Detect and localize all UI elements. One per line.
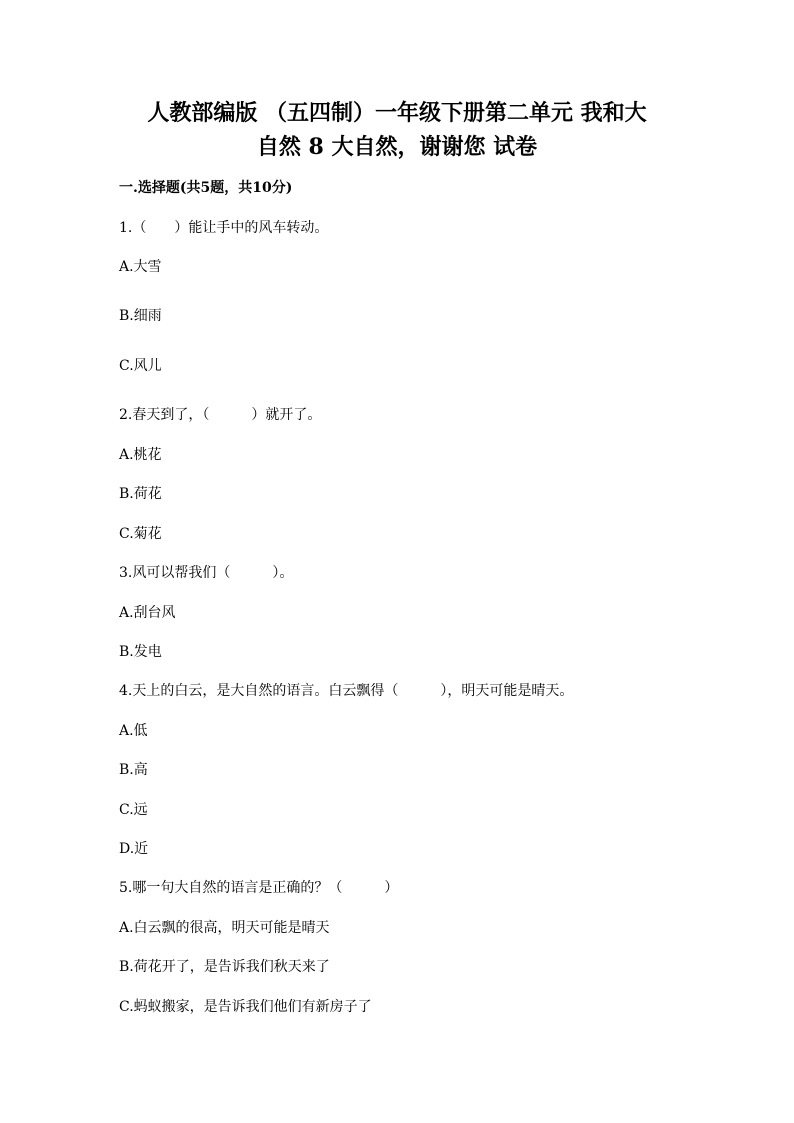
question-2-stem: 2.春天到了，（ ）就开了。 <box>119 407 322 423</box>
question-2-option-c: C.菊花 <box>119 526 162 542</box>
question-2-option-a: A.桃花 <box>119 447 162 463</box>
question-1-option-c: C.风儿 <box>119 358 162 374</box>
question-3-stem: 3.风可以帮我们（ ）。 <box>119 565 294 581</box>
question-4-option-c: C.远 <box>119 802 148 818</box>
question-5-option-a: A.白云飘的很高，明天可能是晴天 <box>119 920 330 936</box>
question-4-option-d: D.近 <box>119 841 149 857</box>
question-4-option-b: B.高 <box>119 762 148 778</box>
question-4-stem: 4.天上的白云，是大自然的语言。白云飘得（ ），明天可能是晴天。 <box>119 683 574 699</box>
question-3-option-a: A.刮台风 <box>119 605 176 621</box>
question-1-option-b: B.细雨 <box>119 308 162 324</box>
page-title-line-1: 人教部编版 （五四制）一年级下册第二单元 我和大 <box>147 100 647 126</box>
question-5-option-b: B.荷花开了，是告诉我们秋天来了 <box>119 959 330 975</box>
section-heading: 一.选择题(共5题，共10分) <box>119 180 293 196</box>
question-1-option-a: A.大雪 <box>119 259 162 275</box>
question-3-option-b: B.发电 <box>119 644 162 660</box>
question-5-stem: 5.哪一句大自然的语言是正确的？（ ） <box>119 880 399 896</box>
question-5-option-c: C.蚂蚁搬家，是告诉我们他们有新房子了 <box>119 999 372 1015</box>
question-4-option-a: A.低 <box>119 723 148 739</box>
question-2-option-b: B.荷花 <box>119 486 162 502</box>
question-1-stem: 1.（ ）能让手中的风车转动。 <box>119 220 329 236</box>
page-title-line-2: 自然 8 大自然，谢谢您 试卷 <box>256 134 538 160</box>
